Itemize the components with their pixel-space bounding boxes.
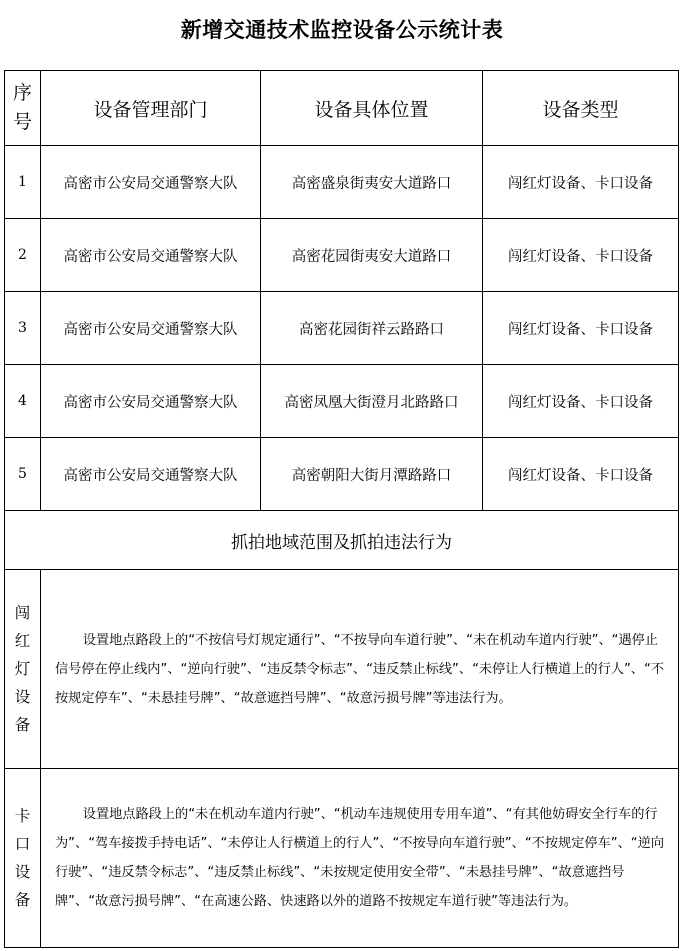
table-row <box>5 438 679 511</box>
red-light-label-char: 备 <box>14 716 31 734</box>
red-light-text: 设置地点路段上的“不按信号灯规定通行”、“不按导向车道行驶”、“未在机动车道内行驶”、“遇停止信号停在停止线内”、“逆向行驶”、“违反禁令标志”、“违反禁止标线”、“未停让人行横道上的行人”、“不按规定停车”、“未悬挂号牌”、“故意遮挡号牌”、“故意污损号牌”等违法行为。 <box>55 632 665 706</box>
red-light-label-char: 灯 <box>14 660 31 678</box>
row-dept: 高密市公安局交通警察大队 <box>41 146 261 219</box>
table-header-row <box>5 71 679 146</box>
checkpoint-text: 设置地点路段上的“未在机动车道内行驶”、“机动车违规使用专用车道”、“有其他妨碍安全行车的行为”、“驾车接拨手持电话”、“未停让人行横道上的行人”、“不按导向车道行驶”、“不按规定停车”、“逆向行驶”、“违反禁令标志”、“违反禁止标线”、“未按规定使用安全带”、“未悬挂号牌”、“故意遮挡号牌”、“故意污损号牌”、“在高速公路、快速路以外的道路不按规定车道行驶”等违法行为。 <box>55 807 665 909</box>
row-type: 闯红灯设备、卡口设备 <box>483 292 679 365</box>
row-location: 高密花园街夷安大道路口 <box>261 219 483 292</box>
checkpoint-label-char: 设 <box>14 863 31 881</box>
red-light-description <box>41 570 679 769</box>
table-row <box>5 146 679 219</box>
row-type: 闯红灯设备、卡口设备 <box>483 438 679 511</box>
row-number: 5 <box>5 438 41 511</box>
header-seq-char: 序 <box>12 82 32 104</box>
checkpoint-label <box>5 769 41 948</box>
device-table <box>4 70 679 948</box>
row-number: 3 <box>5 292 41 365</box>
checkpoint-label-char: 备 <box>14 891 31 909</box>
row-dept: 高密市公安局交通警察大队 <box>41 219 261 292</box>
row-type: 闯红灯设备、卡口设备 <box>483 146 679 219</box>
header-dept: 设备管理部门 <box>41 71 261 146</box>
section-row <box>5 511 679 570</box>
header-seq-char: 号 <box>12 111 32 133</box>
header-type: 设备类型 <box>483 71 679 146</box>
section-title: 抓拍地域范围及抓拍违法行为 <box>5 511 679 570</box>
row-number: 1 <box>5 146 41 219</box>
red-light-label-char: 闯 <box>14 604 31 622</box>
table-row <box>5 292 679 365</box>
row-location: 高密凤凰大街澄月北路路口 <box>261 365 483 438</box>
row-dept: 高密市公安局交通警察大队 <box>41 365 261 438</box>
row-location: 高密花园街祥云路路口 <box>261 292 483 365</box>
row-number: 2 <box>5 219 41 292</box>
row-location: 高密盛泉街夷安大道路口 <box>261 146 483 219</box>
checkpoint-label-char: 卡 <box>14 807 31 825</box>
row-type: 闯红灯设备、卡口设备 <box>483 219 679 292</box>
red-light-label <box>5 570 41 769</box>
checkpoint-row <box>5 769 679 948</box>
checkpoint-label-char: 口 <box>14 835 31 853</box>
red-light-label-char: 红 <box>14 632 31 650</box>
table-row <box>5 365 679 438</box>
row-type: 闯红灯设备、卡口设备 <box>483 365 679 438</box>
row-dept: 高密市公安局交通警察大队 <box>41 292 261 365</box>
table-row <box>5 219 679 292</box>
header-seq <box>5 71 41 146</box>
page-title: 新增交通技术监控设备公示统计表 <box>180 18 504 42</box>
row-location: 高密朝阳大街月潭路路口 <box>261 438 483 511</box>
red-light-label-char: 设 <box>14 688 31 706</box>
row-number: 4 <box>5 365 41 438</box>
red-light-row <box>5 570 679 769</box>
checkpoint-description <box>41 769 679 948</box>
row-dept: 高密市公安局交通警察大队 <box>41 438 261 511</box>
header-location: 设备具体位置 <box>261 71 483 146</box>
